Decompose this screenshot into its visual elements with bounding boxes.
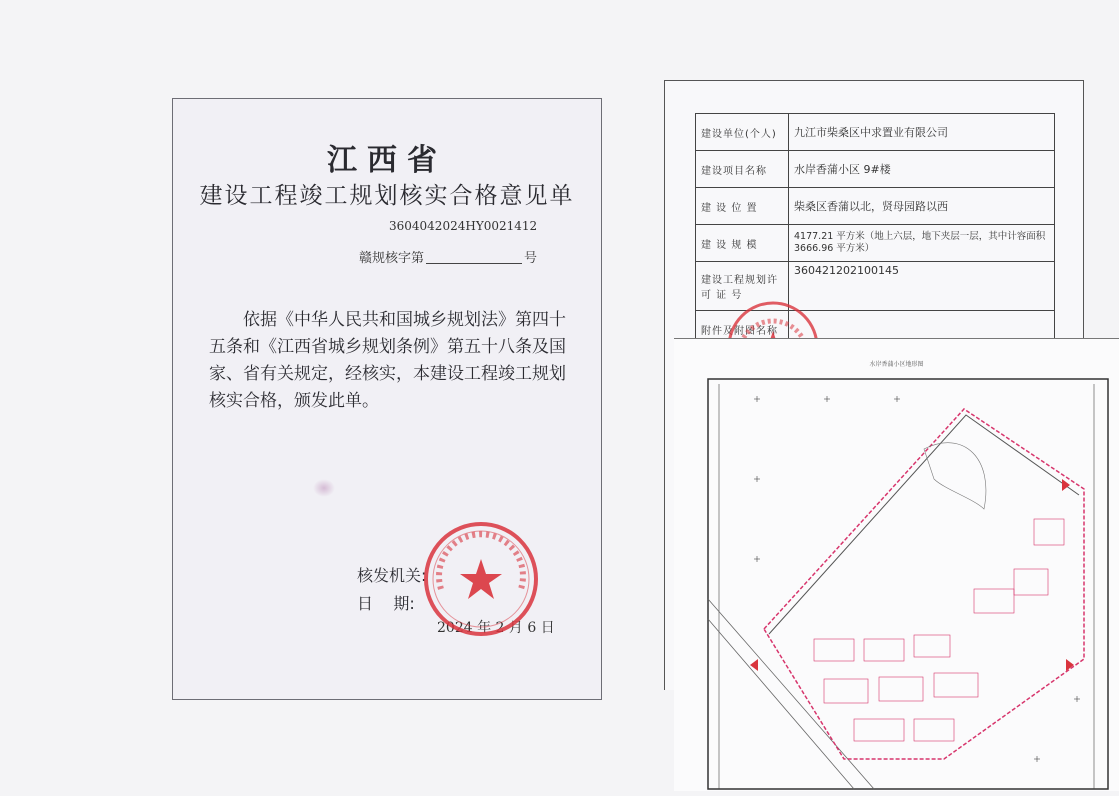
row-value: 柴桑区香蒲以北，贤母园路以西	[789, 188, 1055, 225]
row-key: 建设单位(个人)	[696, 114, 789, 151]
row-value: 360421202100145	[789, 262, 1055, 311]
row-value: 水岸香蒲小区 9#楼	[789, 151, 1055, 188]
document-number-line	[359, 247, 537, 266]
number-blank	[426, 253, 522, 264]
document-title: 建设工程竣工规划核实合格意见单	[199, 183, 575, 209]
serial-number: 3604042024HY0021412	[389, 219, 538, 233]
number-suffix: 号	[524, 251, 538, 266]
map-drawing	[674, 339, 1119, 792]
table-row	[696, 151, 1055, 188]
province-title: 江西省	[327, 143, 447, 178]
table-row	[696, 114, 1055, 151]
table-row	[696, 188, 1055, 225]
map-title: 水岸香蒲小区地形图	[869, 361, 924, 368]
row-key: 附件及附图名称	[696, 311, 789, 348]
number-prefix: 赣规核字第	[359, 251, 425, 266]
certificate-page	[172, 98, 602, 700]
row-value: 4177.21 平方米（地上六层，地下夹层一层，其中计容面积 3666.96 平方米）	[789, 225, 1055, 262]
official-seal	[421, 519, 541, 639]
date-label: 日 期:	[357, 594, 415, 613]
row-key: 建设项目名称	[696, 151, 789, 188]
certificate-body: 依据《中华人民共和国城乡规划法》第四十五条和《江西省城乡规划条例》第五十八条及国家、省有关规定，经核实，本建设工程竣工规划核实合格，颁发此单。	[209, 310, 566, 411]
row-key: 建 设 规 模	[696, 225, 789, 262]
row-key: 建 设 位 置	[696, 188, 789, 225]
ink-smudge	[313, 479, 335, 497]
issuer-label: 核发机关:	[357, 566, 427, 585]
row-value: 九江市柴桑区中求置业有限公司	[789, 114, 1055, 151]
issue-date: 2024 年 2 月 6 日	[437, 620, 555, 636]
table-row	[696, 225, 1055, 262]
site-map	[674, 338, 1119, 791]
row-key: 建设工程规划许 可 证 号	[696, 262, 789, 311]
